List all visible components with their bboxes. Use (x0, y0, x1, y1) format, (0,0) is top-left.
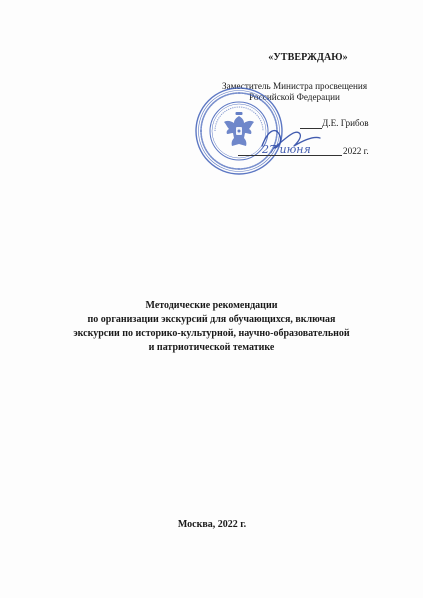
title-line-3: экскурсии по историко-культурной, научно-образовательной (73, 328, 350, 339)
title-line-4: и патриотической тематике (148, 342, 275, 353)
city-and-year: Москва, 2022 г. (177, 519, 247, 530)
handwritten-date-text: 27 июня (262, 143, 311, 156)
approver-position-line2: Российской Федерации (249, 92, 340, 102)
handwritten-date (258, 136, 338, 160)
signer-name: Д.Е. Грибов (322, 118, 369, 128)
approver-position-line1: Заместитель Министра просвещения (222, 81, 368, 91)
title-line-2: по организации экскурсий для обучающихся, включая (87, 314, 336, 325)
approval-date-year: 2022 г. (343, 146, 369, 156)
document-title (40, 299, 383, 355)
title-line-1: Методические рекомендации (145, 300, 278, 311)
approval-heading: «УТВЕРЖДАЮ» (268, 52, 348, 63)
